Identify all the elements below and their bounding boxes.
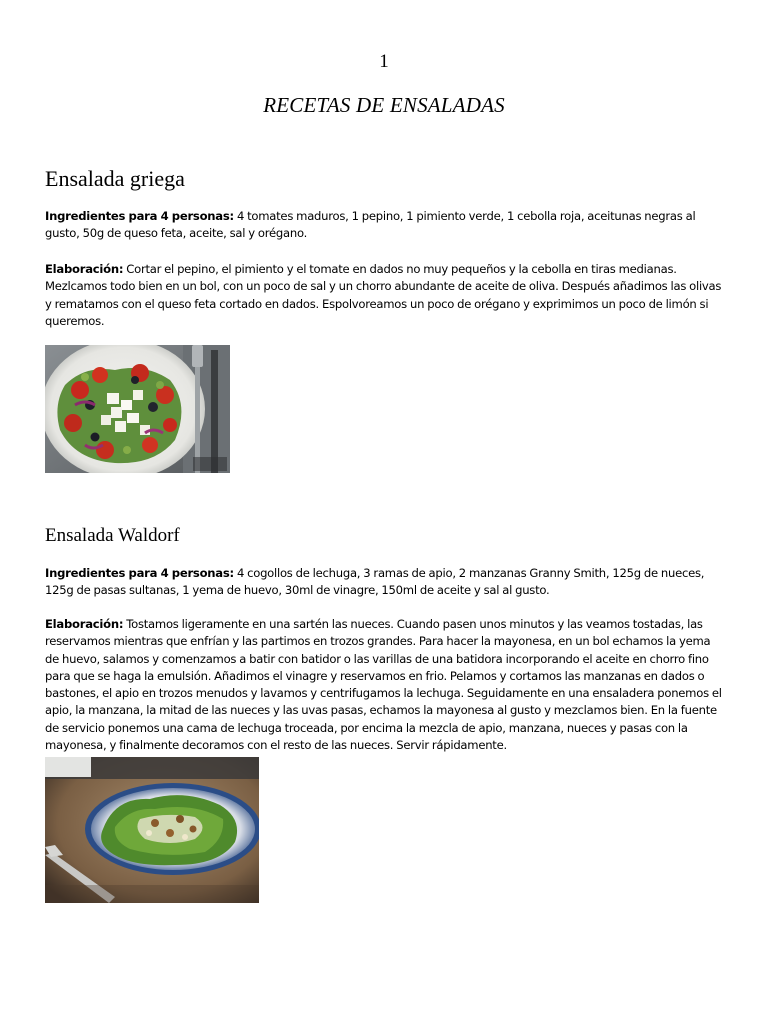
method-text: Tostamos ligeramente en una sartén las nueces. Cuando pasen unos minutos y las veamos tostadas, las reservamos mientras que enfrían y las partimos en trozos grandes. Para hacer la mayonesa, en un bol echamos la yema de huevo, salamos y comenzamos a batir con batidor o las varillas de una batidora incorporando el aceite en chorro fino para que se haga la emulsión. Añadimos el vinagre y reservamos en frio. Pelamos y cortamos las manzanas en dados o bastones, el apio en trozos menudos y lavamos y centrifugamos la lechuga. Seguidamente en una ensaladera ponemos el apio, la manzana, la mitad de las nueces y las uvas pasas, echamos la mayonesa al gusto y mezclamos bien. En la fuente de servicio ponemos una cama de lechuga troceada, por encima la mezcla de apio, manzana, nueces y pasas con la mayonesa, y finalmente decoramos con el resto de las nueces. Servir rápidamente.	[45, 617, 722, 753]
greek-salad-photo	[45, 345, 230, 473]
document-title: RECETAS DE ENSALADAS	[263, 93, 505, 117]
ingredients-text: 4 tomates maduros, 1 pepino, 1 pimiento verde, 1 cebolla roja, aceitunas negras al gusto, 50g de queso feta, aceite, sal y orégano.	[45, 209, 696, 241]
greek-salad-ingredients	[45, 208, 725, 243]
ingredients-text: 4 cogollos de lechuga, 3 ramas de apio, 2 manzanas Granny Smith, 125g de nueces, 125g de pasas sultanas, 1 yema de huevo, 30ml de vinagre, 150ml de aceite y sal al gusto.	[45, 566, 705, 598]
waldorf-salad-photo	[45, 757, 259, 903]
method-label: Elaboración:	[45, 617, 124, 631]
waldorf-salad-ingredients	[45, 565, 725, 600]
recipe-title-greek-salad: Ensalada griega	[45, 166, 185, 191]
recipe-title-waldorf-salad: Ensalada Waldorf	[45, 525, 180, 546]
waldorf-salad-method	[45, 616, 725, 754]
ingredients-label: Ingredientes para 4 personas:	[45, 566, 234, 580]
greek-salad-method	[45, 261, 725, 330]
method-label: Elaboración:	[45, 262, 124, 276]
ingredients-label: Ingredientes para 4 personas:	[45, 209, 234, 223]
method-text: Cortar el pepino, el pimiento y el tomate en dados no muy pequeños y la cebolla en tiras medianas. Mezlcamos todo bien en un bol, con un poco de sal y un chorro abundante de aceite de oliva. Después añadimos las olivas y rematamos con el queso feta cortado en dados. Espolvoreamos un poco de orégano y exprimimos un poco de limón si queremos.	[45, 262, 722, 328]
page-number: 1	[379, 51, 389, 72]
